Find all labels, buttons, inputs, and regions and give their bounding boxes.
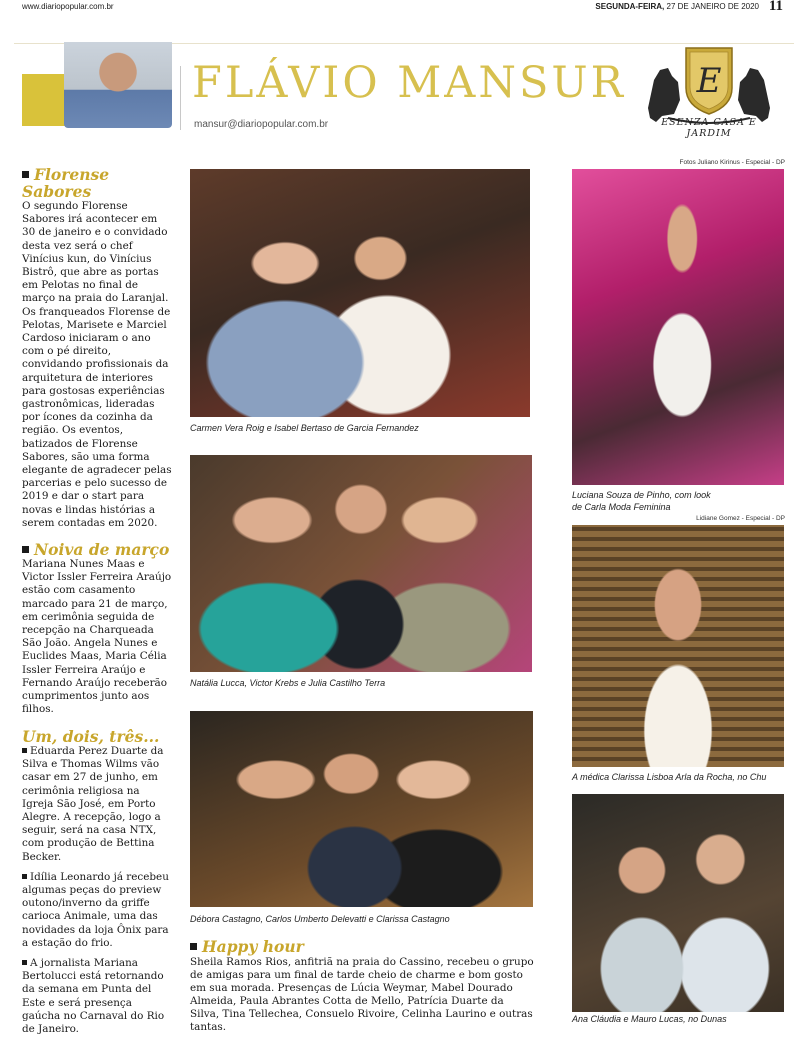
photo-carmen-isabel — [190, 169, 530, 417]
list-item-text: A jornalista Mariana Bertolucci está retornando da semana em Punta del Este e será presença gaúcha no Carnaval do Rio de Janeiro. — [22, 957, 165, 1036]
section-title — [22, 541, 172, 558]
section-body: Sheila Ramos Rios, anfitriã na praia do Cassino, recebeu o grupo de amigas para um final de tarde cheio de charme e bom gosto em sua morada. Presenças de Lúcia Weymar, Mabel Dourado Almeida, Paula Abrantes Cotta de Mello, Patrícia Duarte da Silva, Tina Tellechea, Consuelo Rivoire, Celinha Laurino e outras tantas. — [190, 956, 534, 1033]
photo-caption: Ana Cláudia e Mauro Lucas, no Dunas — [572, 1014, 727, 1024]
page-header-bar — [0, 0, 805, 16]
section-title-text: Happy hour — [202, 937, 304, 956]
section-body: Mariana Nunes Maas e Victor Issler Ferreira Araújo estão com casamento marcado para 21 de março, em cerimônia seguida de recepção na Charqueada São João. Angela Nunes e Euclides Maas, Maria Célia Issler Ferreira Araújo e Fernando Araújo receberão cumprimentos junto aos filhos. — [22, 558, 172, 716]
photo-credit: Lidiane Gomez - Especial - DP — [696, 515, 785, 522]
photo-caption: Carmen Vera Roig e Isabel Bertaso de Garcia Fernandez — [190, 423, 419, 433]
square-bullet-icon — [22, 171, 29, 178]
photo-credit: Fotos Juliano Kirinus - Especial - DP — [679, 159, 785, 166]
columnist-name: FLÁVIO MANSUR — [192, 58, 627, 108]
square-bullet-icon — [22, 748, 27, 753]
page-number: 11 — [768, 0, 783, 14]
logo-text: ESENZA CASA E JARDIM — [661, 117, 757, 139]
section-title: Um, dois, três... — [22, 727, 160, 746]
list-item — [22, 745, 172, 864]
section-body: O segundo Florense Sabores irá acontecer em 30 de janeiro e o convidado desta vez será o chef Vinícius kun, do Vinícius Bistrô, que abre as portas em Pelotas no final de março na praia do Laranjal. Os franqueados Florense de Pelotas, Marisete e Marciel Cardoso iniciaram o ano com o pé direito, convidando profissionais da arquitetura de interiores para gostosas experiências gastronômicas, lideradas por ícones da cozinha da região. Os eventos, batizados de Florense Sabores, são uma forma elegante de agradecer pelas parcerias e pelo sucesso de 2019 e dar o start para novas e lindas histórias a serem contadas em 2020. — [22, 200, 172, 529]
square-bullet-icon — [22, 960, 27, 965]
photo-clarissa — [572, 525, 784, 767]
photo-debora-carlos-clarissa — [190, 711, 533, 907]
columnist-email[interactable]: mansur@diariopopular.com.br — [194, 119, 329, 130]
photo-luciana — [572, 169, 784, 485]
list-item-text: Eduarda Perez Duarte da Silva e Thomas Wilms vão casar em 27 de junho, em cerimônia religiosa na Igreja São José, em Porto Alegre. A recepção, logo a seguir, será na casa NTX, com produção de Bettina Becker. — [22, 745, 164, 863]
square-bullet-icon — [190, 943, 197, 950]
header-divider — [180, 66, 181, 130]
photo-caption-line: Luciana Souza de Pinho, com look — [572, 490, 711, 500]
photo-caption: A médica Clarissa Lisboa Arla da Rocha, no Chu — [572, 772, 767, 782]
photo-caption — [572, 489, 787, 513]
section-title-text: Noiva de março — [34, 540, 170, 559]
photo-ana-mauro — [572, 794, 784, 1012]
section-florense — [22, 166, 172, 530]
logo-letter: E — [696, 61, 722, 101]
list-item — [22, 871, 172, 950]
issue-weekday: SEGUNDA-FEIRA, — [595, 2, 665, 11]
section-title — [22, 166, 172, 200]
list-item-text: Idília Leonardo já recebeu algumas peças do preview outono/inverno da griffe carioca Animale, uma das novidades da loja Ônix para a estação do frio. — [22, 870, 169, 949]
section-um-dois-tres — [22, 728, 172, 1043]
photo-natalia-victor-julia — [190, 455, 532, 672]
section-title-text: Florense Sabores — [22, 165, 110, 201]
issue-date — [595, 2, 759, 11]
issue-date-rest: 27 DE JANEIRO DE 2020 — [664, 2, 759, 11]
photo-caption: Débora Castagno, Carlos Umberto Delevatti e Clarissa Castagno — [190, 914, 450, 924]
square-bullet-icon — [22, 874, 27, 879]
list-item — [22, 957, 172, 1036]
photo-caption: Natália Lucca, Victor Krebs e Julia Castilho Terra — [190, 678, 386, 688]
square-bullet-icon — [22, 546, 29, 553]
photo-caption-line: de Carla Moda Feminina — [572, 502, 671, 512]
section-title — [190, 938, 304, 955]
columnist-portrait — [64, 42, 172, 128]
section-noiva — [22, 541, 172, 716]
site-url[interactable]: www.diariopopular.com.br — [22, 2, 114, 11]
